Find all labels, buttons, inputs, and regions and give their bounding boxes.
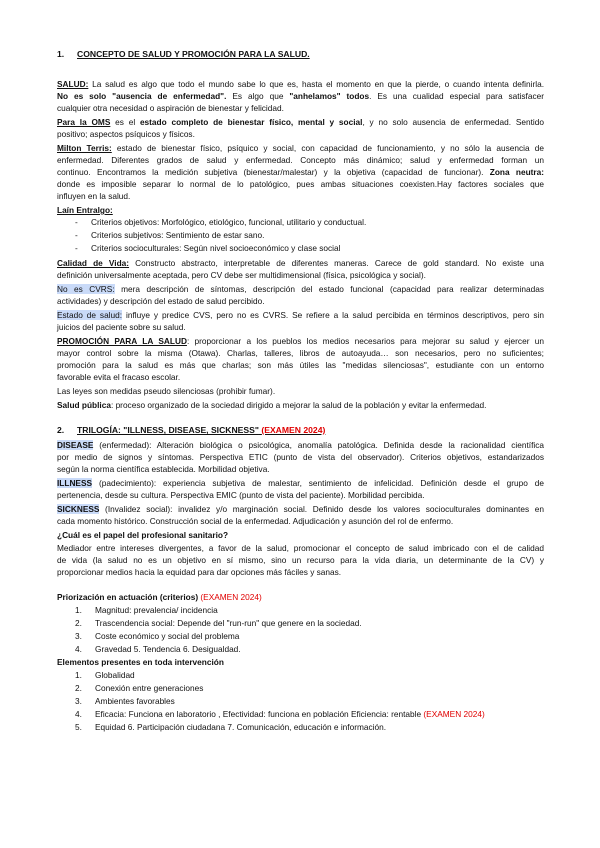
promo-line-1: PROMOCIÓN PARA LA SALUD: proporcionar a los pueblos los medios necesarios para mejorar su salud y ejercer un [57, 336, 544, 346]
elementos-title: Elementos presentes en toda intervención [57, 657, 224, 667]
list-item: - Criterios objetivos: Morfológico, etiológico, funcional, utilitario y conductual. [75, 217, 367, 227]
list-item: 2. Conexión entre generaciones [75, 683, 204, 693]
list-item: - Criterios subjetivos: Sentimiento de estar sano. [75, 230, 265, 240]
priorizacion-title: Priorización en actuación (criterios) (EXAMEN 2024) [57, 592, 262, 602]
publica-line-1: Salud pública: proceso organizado de la sociedad dirigido a mejorar la salud de la población y evitar la enfermedad. [57, 400, 487, 410]
calidad-line-1: Calidad de Vida: Constructo abstracto, interpretable de diferentes maneras. Carece de gold standard. No existe una [57, 258, 544, 268]
milton-line-4: donde es imposible separar lo normal de lo patológico, pues ambas situaciones coexisten.Hay factores sociales que [57, 179, 544, 189]
estado-line-1: Estado de salud: influye y predice CVS, pero no es CVRS. Se refiere a la salud percibida en términos descriptivos, pero sin [57, 310, 544, 320]
papel-line-1: Mediador entre intereses divergentes, a favor de la salud, promocionar el concepto de salud imbricado con el de calidad [57, 543, 544, 553]
salud-line-2: No es solo "ausencia de enfermedad". Es algo que "anhelamos" todos. Es una cualidad especial para satisfacer [57, 91, 544, 101]
cvrs-line-2: actividades) y descripción del estado de salud percibido. [57, 296, 265, 306]
cvrs-line-1: No es CVRS: mera descripción de síntomas, descripción del estado funcional (capacidad para realizar determinadas [57, 284, 544, 294]
exam-tag: (EXAMEN 2024) [261, 425, 326, 435]
list-item: 4. Gravedad 5. Tendencia 6. Desigualdad. [75, 644, 241, 654]
disease-line-3: según la norma científica establecida. Morbilidad objetiva. [57, 464, 270, 474]
section-1-heading [57, 49, 544, 60]
section-title: CONCEPTO DE SALUD Y PROMOCIÓN PARA LA SALUD. [77, 49, 310, 59]
disease-line-2: por medio de signos y síntomas. Perspectiva ETIC (punto de vista del observador). Criterios objetivos, estandarizados [57, 452, 544, 462]
promo-line-5: Las leyes son medidas pseudo silenciosas (prohibir fumar). [57, 386, 276, 396]
sickness-line-2: cada momento histórico. Construcción social de la enfermedad. Adjudicación y asunción del rol de enfermo. [57, 516, 454, 526]
section-number: 1. [57, 49, 65, 59]
illness-line-2: pertenencia, desde su cultura. Perspectiva EMIC (punto de vista del paciente). Morbilidad percibida. [57, 490, 425, 500]
salud-line-1: SALUD: La salud es algo que todo el mundo sabe lo que es, hasta el momento en que la pierde, o cuando intenta definirla. [57, 79, 545, 89]
list-item: 1. Magnitud: prevalencia/ incidencia [75, 605, 218, 615]
list-item: 5. Equidad 6. Participación ciudadana 7. Comunicación, educación e información. [75, 722, 387, 732]
papel-line-2: de vida (la salud no es un objetivo en sí mismo, sino un recurso para la vida diaria, un determinante de la CV) y [57, 555, 544, 565]
list-item: 2. Trascendencia social: Depende del "run-run" que genere en la sociedad. [75, 618, 362, 628]
list-item: 3. Ambientes favorables [75, 696, 175, 706]
list-item: 4. Eficacia: Funciona en laboratorio , Efectividad: funciona en población Eficiencia: rentable (EXAMEN 2024) [75, 709, 485, 719]
promo-line-2: mayor control sobre la misma (Otawa). Charlas, talleres, libros de autoayuda… son necesarios, pero no suficientes; [57, 348, 544, 358]
promo-line-3: promoción para la salud es más que charlas; son más útiles las "medidas silenciosas", estudiante con un entorno [57, 360, 544, 370]
lain-label: Laín Entralgo: [57, 205, 113, 215]
calidad-line-2: definición universalmente aceptada, pero CV debe ser multidimensional (física, psicológica y social). [57, 270, 426, 280]
sickness-line-1: SICKNESS (Invalidez social): invalidez y/o marginación social. Definido desde los valores socioculturales dominantes en [57, 504, 544, 514]
milton-line-5: influyen en la salud. [57, 191, 131, 201]
section-number: 2. [57, 425, 65, 435]
section-2-heading [57, 425, 544, 436]
section-title: TRILOGÍA: "ILLNESS, DISEASE, SICKNESS" [77, 425, 259, 435]
estado-line-2: juicios del paciente sobre su salud. [57, 322, 186, 332]
papel-line-3: proporcionar medios hacia la equidad para dar opciones más fáciles y sanas. [57, 567, 342, 577]
oms-line-2: positivo; aspectos psíquicos y físicos. [57, 129, 195, 139]
illness-line-1: ILLNESS (padecimiento): experiencia subjetiva de malestar, sentimiento de infelicidad. Definición desde el grupo de [57, 478, 544, 488]
list-item: - Criterios socioculturales: Según nivel socioeconómico y clase social [75, 243, 341, 253]
list-item: 3. Coste económico y social del problema [75, 631, 240, 641]
oms-line-1: Para la OMS es el estado completo de bienestar físico, mental y social, y no solo ausencia de enfermedad. Sentido [57, 117, 544, 127]
milton-line-3: continuo. Encontramos la medición subjetiva (bienestar/malestar) y la objetiva (capacidad de funcionar). Zona neutra: [57, 167, 545, 177]
salud-line-3: cualquier otra necesidad o aspiración de bienestar y felicidad. [57, 103, 284, 113]
promo-line-4: favorable evita el fracaso escolar. [57, 372, 181, 382]
milton-line-1: Milton Terris: estado de bienestar físico, psíquico y social, con capacidad de funcionamiento, y no sólo la ausencia de [57, 143, 545, 153]
disease-line-1: DISEASE (enfermedad): Alteración biológica o psicológica, anomalía patológica. Definida desde la racionalidad científica [57, 440, 544, 450]
milton-line-2: enfermedad. Diferentes grados de salud y enfermedad. Concepto más dinámico; salud y enfermedad forman un [57, 155, 544, 165]
list-item: 1. Globalidad [75, 670, 135, 680]
papel-question: ¿Cuál es el papel del profesional sanitario? [57, 530, 229, 540]
